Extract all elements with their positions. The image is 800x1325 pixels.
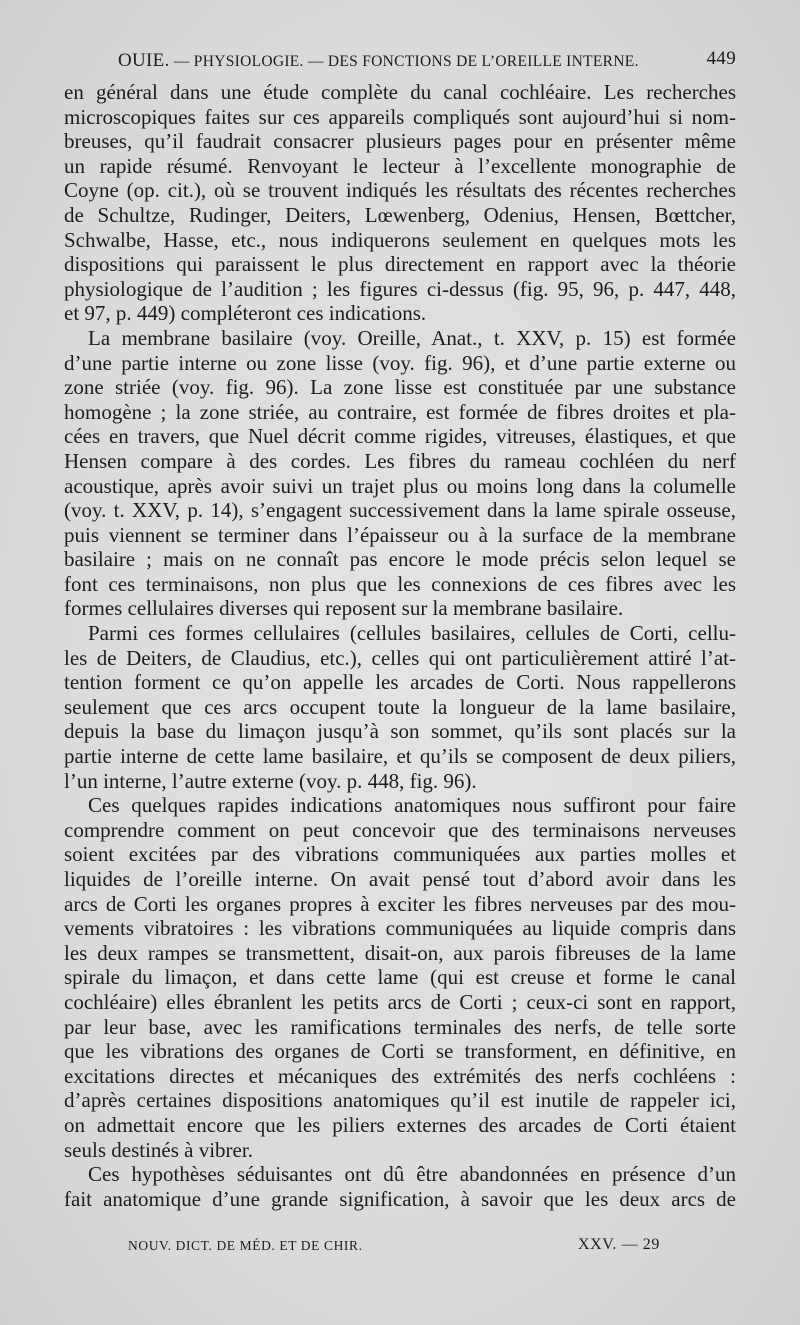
- text-line: un rapide résumé. Renvoyant le lecteur à l’excellente monographie de: [64, 153, 736, 178]
- text-line: d’une partie interne ou zone lisse (voy. fig. 96), et d’une partie externe ou: [64, 350, 736, 375]
- text-line: Parmi ces formes cellulaires (cellules basilaires, cellules de Corti, cellu-: [88, 621, 736, 646]
- page-footer: [128, 1238, 668, 1258]
- text-line: vements vibratoires : les vibrations communiquées au liquide compris dans: [64, 916, 736, 941]
- paragraph-5: [64, 1162, 736, 1211]
- text-line: fait anatomique d’une grande signification, à savoir que les deux arcs de: [64, 1186, 736, 1211]
- page-number: 449: [706, 48, 736, 69]
- text-line: soient excitées par des vibrations communiquées aux parties molles et: [64, 842, 736, 867]
- text-line: cées en travers, que Nuel décrit comme rigides, vitreuses, élastiques, et que: [64, 424, 736, 449]
- text-line: homogène ; la zone striée, au contraire, est formée de fibres droites et pla-: [64, 399, 736, 424]
- text-line: partie interne de cette lame basilaire, et qu’ils se composent de deux piliers,: [64, 744, 736, 769]
- text-line: comprendre comment on peut concevoir que des terminaisons nerveuses: [64, 817, 736, 842]
- text-line: basilaire ; mais on ne connaît pas encore le mode précis selon lequel se: [64, 547, 736, 572]
- text-line: excitations directes et mécaniques des extrémités des nerfs cochléens :: [64, 1063, 736, 1088]
- paragraph-3: [64, 621, 736, 793]
- text-line: puis viennent se terminer dans l’épaisseur ou à la surface de la membrane: [64, 522, 736, 547]
- text-line: font ces terminaisons, non plus que les connexions de ces fibres avec les: [64, 571, 736, 596]
- text-line: breuses, qu’il faudrait consacrer plusieurs pages pour en présenter même: [64, 129, 736, 154]
- paragraph-2: [64, 326, 736, 621]
- text-line: les de Deiters, de Claudius, etc.), celles qui ont particulièrement attiré l’at-: [64, 645, 736, 670]
- text-line: liquides de l’oreille interne. On avait pensé tout d’abord avoir dans les: [64, 867, 736, 891]
- running-head-title-big: OUIE.: [118, 50, 170, 71]
- text-line: on admettait encore que les piliers externes des arcades de Corti étaient: [64, 1112, 736, 1137]
- running-head: [118, 50, 736, 74]
- text-line: et 97, p. 449) compléteront ces indications.: [64, 301, 427, 326]
- text-line: tention forment ce qu’on appelle les arcades de Corti. Nous rappellerons: [64, 670, 736, 695]
- text-line: spirale du limaçon, et dans cette lame (qui est creuse et forme le canal: [64, 965, 736, 990]
- text-line: de Schultze, Rudinger, Deiters, Lœwenberg, Odenius, Hensen, Bœttcher,: [64, 202, 736, 227]
- running-head-title-rest: — PHYSIOLOGIE. — DES FONCTIONS DE L’OREILLE INTERNE.: [169, 53, 639, 70]
- paragraph-1: [64, 80, 736, 326]
- printer-signature: NOUV. DICT. DE MÉD. ET DE CHIR.: [128, 1238, 363, 1253]
- text-line: seulement que ces arcs occupent toute la longueur de la lame basilaire,: [64, 694, 736, 719]
- text-line: physiologique de l’audition ; les figures ci-dessus (fig. 95, 96, p. 447, 448,: [64, 276, 736, 301]
- text-line: que les vibrations des organes de Corti se transforment, en définitive, en: [64, 1039, 736, 1064]
- text-line: les deux rampes se transmettent, disait-on, aux parois fibreuses de la lame: [64, 940, 736, 965]
- text-line: La membrane basilaire (voy. Oreille, Anat., t. XXV, p. 15) est formée: [88, 325, 736, 350]
- text-line: dispositions qui paraissent le plus directement en rapport avec la théorie: [64, 252, 736, 277]
- text-line: seuls destinés à vibrer.: [64, 1137, 253, 1162]
- text-line: zone striée (voy. fig. 96). La zone lisse est constituée par une substance: [64, 375, 736, 400]
- text-line: Schwalbe, Hasse, etc., nous indiquerons seulement en quelques mots les: [64, 227, 736, 252]
- text-line: Coyne (op. cit.), où se trouvent indiqués les résultats des récentes recherches: [64, 178, 736, 203]
- text-line: par leur base, avec les ramifications terminales des nerfs, de telle sorte: [64, 1014, 736, 1039]
- text-line: formes cellulaires diverses qui reposent sur la membrane basilaire.: [64, 596, 624, 621]
- text-line: depuis la base du limaçon jusqu’à son sommet, qu’ils sont placés sur la: [64, 719, 736, 744]
- text-line: l’un interne, l’autre externe (voy. p. 448, fig. 96).: [64, 768, 477, 793]
- text-line: (voy. t. XXV, p. 14), s’engagent successivement dans la lame spirale osseuse,: [64, 498, 736, 523]
- text-line: Ces hypothèses séduisantes ont dû être abandonnées en présence d’un: [88, 1162, 736, 1187]
- running-head-title: [118, 50, 639, 72]
- text-line: en général dans une étude complète du canal cochléaire. Les recherches: [64, 80, 736, 104]
- paragraph-4: [64, 793, 736, 1162]
- text-line: cochléaire) elles ébranlent les petits arcs de Corti ; ceux-ci sont en rapport,: [64, 989, 736, 1014]
- text-line: microscopiques faites sur ces appareils compliqués sont aujourd’hui si nom-: [64, 104, 736, 129]
- sheet-mark: XXV. — 29: [578, 1236, 661, 1253]
- text-line: Hensen compare à des cordes. Les fibres du rameau cochléen du nerf: [64, 448, 736, 473]
- text-line: arcs de Corti les organes propres à exciter les fibres nerveuses par des mou-: [64, 891, 736, 916]
- body-text: [64, 80, 736, 1211]
- text-line: Ces quelques rapides indications anatomiques nous suffiront pour faire: [88, 793, 736, 818]
- text-line: d’après certaines dispositions anatomiques qu’il est inutile de rappeler ici,: [64, 1088, 736, 1113]
- text-line: acoustique, après avoir suivi un trajet plus ou moins long dans la columelle: [64, 473, 736, 498]
